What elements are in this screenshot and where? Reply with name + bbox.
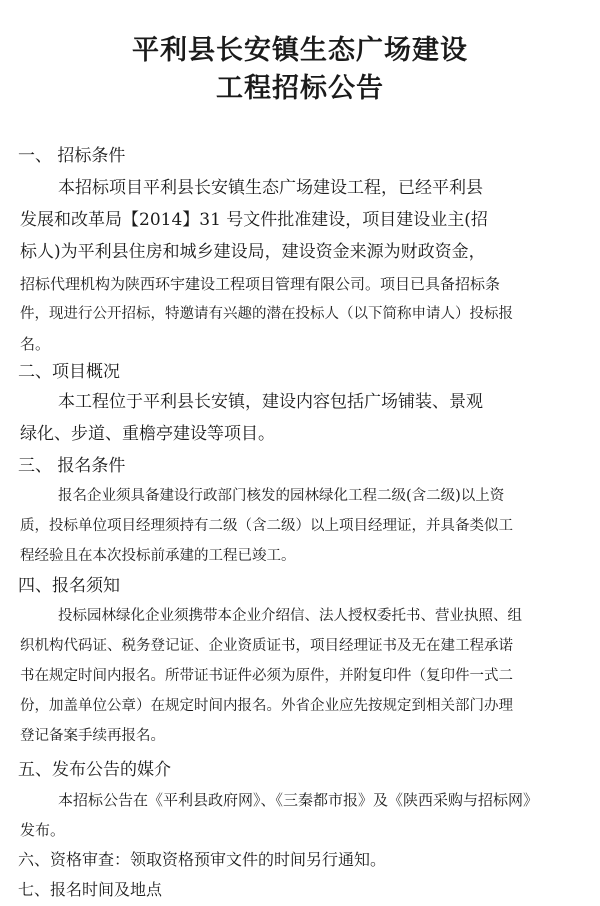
- paragraph-line: 件，现进行公开招标，特邀请有兴趣的潜在投标人（以下简称申请人）投标报: [20, 306, 513, 322]
- paragraph-line: 发展和改革局【2014】31 号文件批准建设，项目建设业主(招: [20, 210, 488, 230]
- paragraph-line: 登记备案手续再报名。: [20, 728, 165, 744]
- paragraph-line: 报名企业须具备建设行政部门核发的园林绿化工程二级(含二级)以上资: [58, 488, 505, 504]
- paragraph-line: 投标园林绿化企业须携带本企业介绍信、法人授权委托书、营业执照、组: [58, 608, 522, 624]
- section-heading-registration-time-place: 七、报名时间及地点: [18, 880, 163, 899]
- document-title-line-1: 平利县长安镇生态广场建设: [132, 35, 468, 66]
- section-heading-publication-media: 五、发布公告的媒介: [18, 760, 171, 780]
- paragraph-line: 本招标公告在《平利县政府网》、《三秦都市报》及《陕西采购与招标网》: [58, 791, 539, 809]
- paragraph-line: 本工程位于平利县长安镇，建设内容包括广场铺装、景观: [58, 392, 483, 412]
- paragraph-line: 标人)为平利县住房和城乡建设局，建设资金来源为财政资金，: [20, 242, 486, 262]
- paragraph-line: 本招标项目平利县长安镇生态广场建设工程，已经平利县: [58, 178, 483, 198]
- paragraph-line: 织机构代码证、税务登记证、企业资质证书，项目经理证书及无在建工程承诺: [20, 638, 513, 654]
- paragraph-line: 书在规定时间内报名。所带证书证件必须为原件，并附复印件（复印件一式二: [20, 668, 513, 684]
- section-heading-bidding-conditions: 一、 招标条件: [18, 146, 126, 166]
- paragraph-line: 名。: [20, 335, 51, 353]
- paragraph-line: 招标代理机构为陕西环宇建设工程项目管理有限公司。项目已具备招标条: [20, 275, 501, 293]
- paragraph-line: 绿化、步道、重檐亭建设等项目。: [20, 424, 275, 444]
- paragraph-line: 质，投标单位项目经理须持有二级（含二级）以上项目经理证，并具备类似工: [20, 518, 513, 534]
- document-title-line-2: 工程招标公告: [216, 73, 384, 104]
- paragraph-line: 程经验且在本次投标前承建的工程已竣工。: [20, 548, 296, 564]
- section-heading-project-overview: 二、项目概况: [18, 362, 120, 382]
- section-heading-registration-conditions: 三、 报名条件: [18, 456, 126, 476]
- section-heading-qualification-review: 六、资格审查：领取资格预审文件的时间另行通知。: [18, 850, 387, 869]
- paragraph-line: 份，加盖单位公章）在规定时间内报名。外省企业应先按规定到相关部门办理: [20, 698, 513, 714]
- paragraph-line: 发布。: [20, 821, 66, 839]
- section-heading-registration-notes: 四、报名须知: [18, 576, 120, 596]
